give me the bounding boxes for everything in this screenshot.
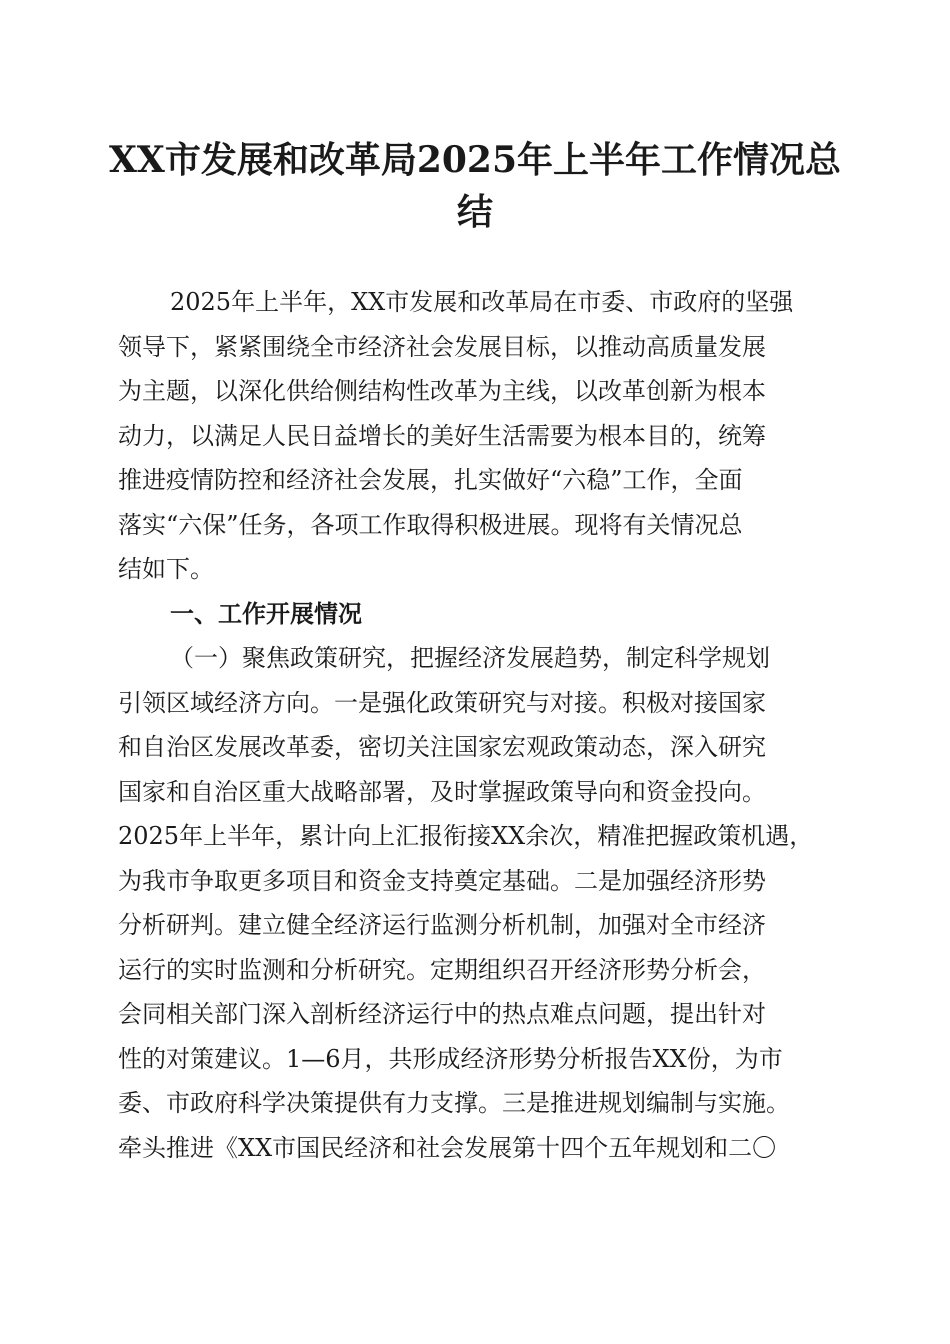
- document-body: [118, 280, 834, 1170]
- body-text-line: 2025年上半年，XX市发展和改革局在市委、市政府的坚强: [170, 288, 794, 316]
- body-text-line: 为主题，以深化供给侧结构性改革为主线，以改革创新为根本: [118, 377, 766, 405]
- body-text-line: 引领区域经济方向。一是强化政策研究与对接。积极对接国家: [118, 688, 766, 717]
- body-text-line: （一）聚焦政策研究，把握经济发展趋势，制定科学规划: [170, 644, 770, 672]
- body-text-line: 2025年上半年，累计向上汇报衔接XX余次，精准把握政策机遇，: [118, 822, 814, 850]
- body-text-line: 和自治区发展改革委，密切关注国家宏观政策动态，深入研究: [118, 733, 766, 761]
- body-text-line: 结如下。: [118, 555, 214, 583]
- body-text-line: 牵头推进《XX市国民经济和社会发展第十四个五年规划和二〇: [118, 1133, 777, 1162]
- title-line: XX市发展和改革局2025年上半年工作情况总: [108, 139, 842, 181]
- body-text-line: 性的对策建议。1—6月，共形成经济形势分析报告XX份，为市: [118, 1044, 783, 1073]
- body-text-line: 国家和自治区重大战略部署，及时掌握政策导向和资金投向。: [118, 777, 766, 806]
- section-heading: 一、工作开展情况: [170, 599, 362, 628]
- body-text-line: 委、市政府科学决策提供有力支撑。三是推进规划编制与实施。: [118, 1089, 790, 1117]
- body-text-line: 推进疫情防控和经济社会发展，扎实做好“六稳”工作，全面: [118, 466, 743, 494]
- body-text-line: 运行的实时监测和分析研究。定期组织召开经济形势分析会，: [118, 955, 766, 984]
- title-line: 结: [456, 191, 493, 233]
- body-text-line: 会同相关部门深入剖析经济运行中的热点难点问题，提出针对: [118, 1000, 766, 1028]
- body-text-line: 动力，以满足人民日益增长的美好生活需要为根本目的，统筹: [118, 421, 766, 450]
- body-text-line: 分析研判。建立健全经济运行监测分析机制，加强对全市经济: [118, 911, 766, 939]
- body-text-line: 为我市争取更多项目和资金支持奠定基础。二是加强经济形势: [118, 866, 766, 895]
- body-text-line: 领导下，紧紧围绕全市经济社会发展目标，以推动高质量发展: [118, 332, 766, 361]
- document-title: [100, 134, 850, 238]
- body-text-line: 落实“六保”任务，各项工作取得积极进展。现将有关情况总: [118, 510, 743, 539]
